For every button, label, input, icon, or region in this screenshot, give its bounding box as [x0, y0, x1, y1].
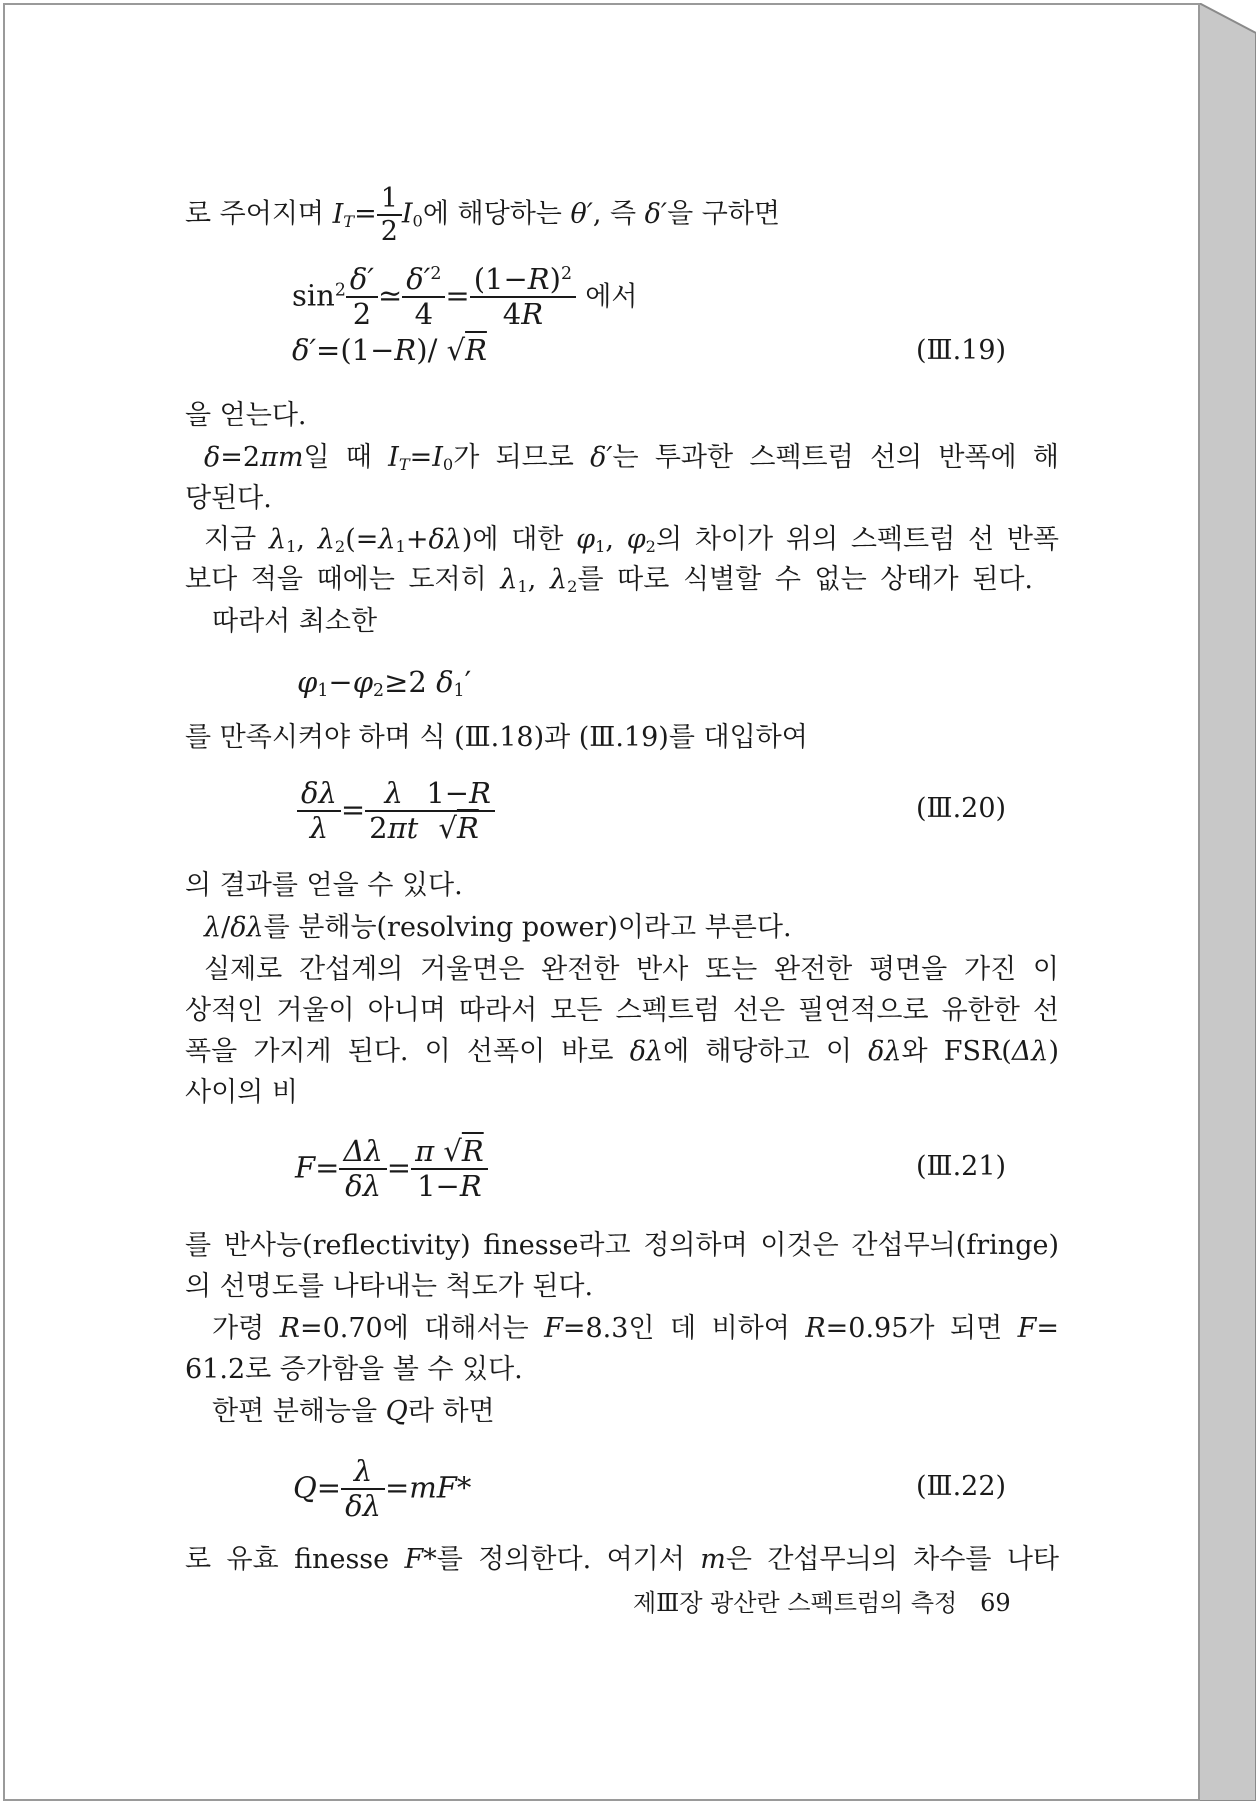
text-line-7: 따라서 최소한	[212, 606, 378, 637]
text-line-3: δ=2πm일 때 $I_T=I_0$가 되므로 δ′는 투과한 스펙트럼 선의 반폭에 해	[204, 442, 1059, 474]
fraction-one-half: $\frac{1}{2}$	[377, 183, 402, 247]
text-line-19: 한편 분해능을 Q라 하면	[212, 1396, 495, 1427]
text-line-18: 61.2로 증가함을 볼 수 있다.	[185, 1354, 523, 1385]
page-footer	[633, 1583, 1011, 1618]
equation-phi: $\varphi_1-\varphi_2\ge 2$ $\delta_1'$	[297, 665, 472, 701]
text-line-10: λ/δλ를 분해능(resolving power)이라고 부른다.	[204, 912, 792, 943]
text-line-11: 실제로 간섭계의 거울면은 완전한 반사 또는 완전한 평면을 가진 이	[204, 954, 1059, 985]
text-line-8: 를 만족시켜야 하며 식 (Ⅲ.18)과 (Ⅲ.19)를 대입하여	[185, 722, 808, 753]
page-number: 69	[980, 1589, 1011, 1617]
text-line-15: 를 반사능(reflectivity) finesse라고 정의하며 이것은 간섭무늬(fringe)	[185, 1230, 1059, 1261]
text-eseo: 에서	[585, 281, 638, 313]
equation-number-22: (Ⅲ.22)	[916, 1471, 1007, 1502]
text-line-9: 의 결과를 얻을 수 있다.	[185, 870, 463, 901]
equation-19: δ′=(1−R)/ √R	[292, 333, 487, 367]
book-edge-decoration	[1199, 3, 1256, 1801]
book-page	[3, 3, 1200, 1801]
equation-number-19: (Ⅲ.19)	[916, 335, 1007, 366]
text-line-6: 보다 적을 때에는 도저히 $\lambda_1$, $\lambda_2$를 따로 식별할 수 없는 상태가 된다.	[185, 564, 1033, 596]
text-line-12: 상적인 거울이 아니며 따라서 모든 스펙트럼 선은 필연적으로 유한한 선	[185, 995, 1059, 1026]
equation-sin: $\sin^2$ $\frac{\delta'}{2}$ ≃ $\frac{\delta'^2}{4}$ = $\frac{(1-R)^2}{4R}$ 에서	[292, 262, 638, 332]
equation-number-20: (Ⅲ.20)	[916, 793, 1007, 824]
equation-22: Q= $\frac{\lambda}{\delta\lambda}$ =mF*	[293, 1454, 472, 1524]
text-line-20: 로 유효 finesse F*를 정의한다. 여기서 m은 간섭무늬의 차수를 나타	[185, 1544, 1059, 1575]
text-line-2: 을 얻는다.	[185, 400, 307, 431]
text-line-5: 지금 $\lambda_1$, $\lambda_2(=\lambda_1+\delta\lambda)$에 대한 $\varphi_1$, $\varphi_2$의 차이가 위의 스펙트럼 선 반폭	[204, 524, 1059, 556]
text-line-16: 의 선명도를 나타내는 척도가 된다.	[185, 1271, 594, 1302]
text-line-14: 사이의 비	[185, 1077, 298, 1108]
equation-21: F= $\frac{\Delta\lambda}{\delta\lambda}$ = $\frac{\pi √R}{1-R}$	[295, 1135, 488, 1204]
text-line-17: 가령 R=0.70에 대해서는 F=8.3인 데 비하여 R=0.95가 되면 F=	[212, 1313, 1059, 1344]
chapter-title: 제Ⅲ장 광산란 스펙트럼의 측정	[633, 1589, 958, 1617]
equation-number-21: (Ⅲ.21)	[916, 1151, 1007, 1182]
text-line-13: 폭을 가지게 된다. 이 선폭이 바로 δλ에 해당하고 이 δλ와 FSR(Δλ)	[185, 1036, 1059, 1067]
text-line-1: 로 주어지며 $I_T=$ $\frac{1}{2}$ $I_0$에 해당하는 θ′, 즉 δ′을 구하면	[185, 183, 780, 248]
text-line-4: 당된다.	[185, 483, 272, 514]
equation-20: $\frac{\delta\lambda}{\lambda}$ = $\frac{\lambda}{2\pi t}$ $\frac{1-R}{√R}$	[297, 777, 495, 846]
